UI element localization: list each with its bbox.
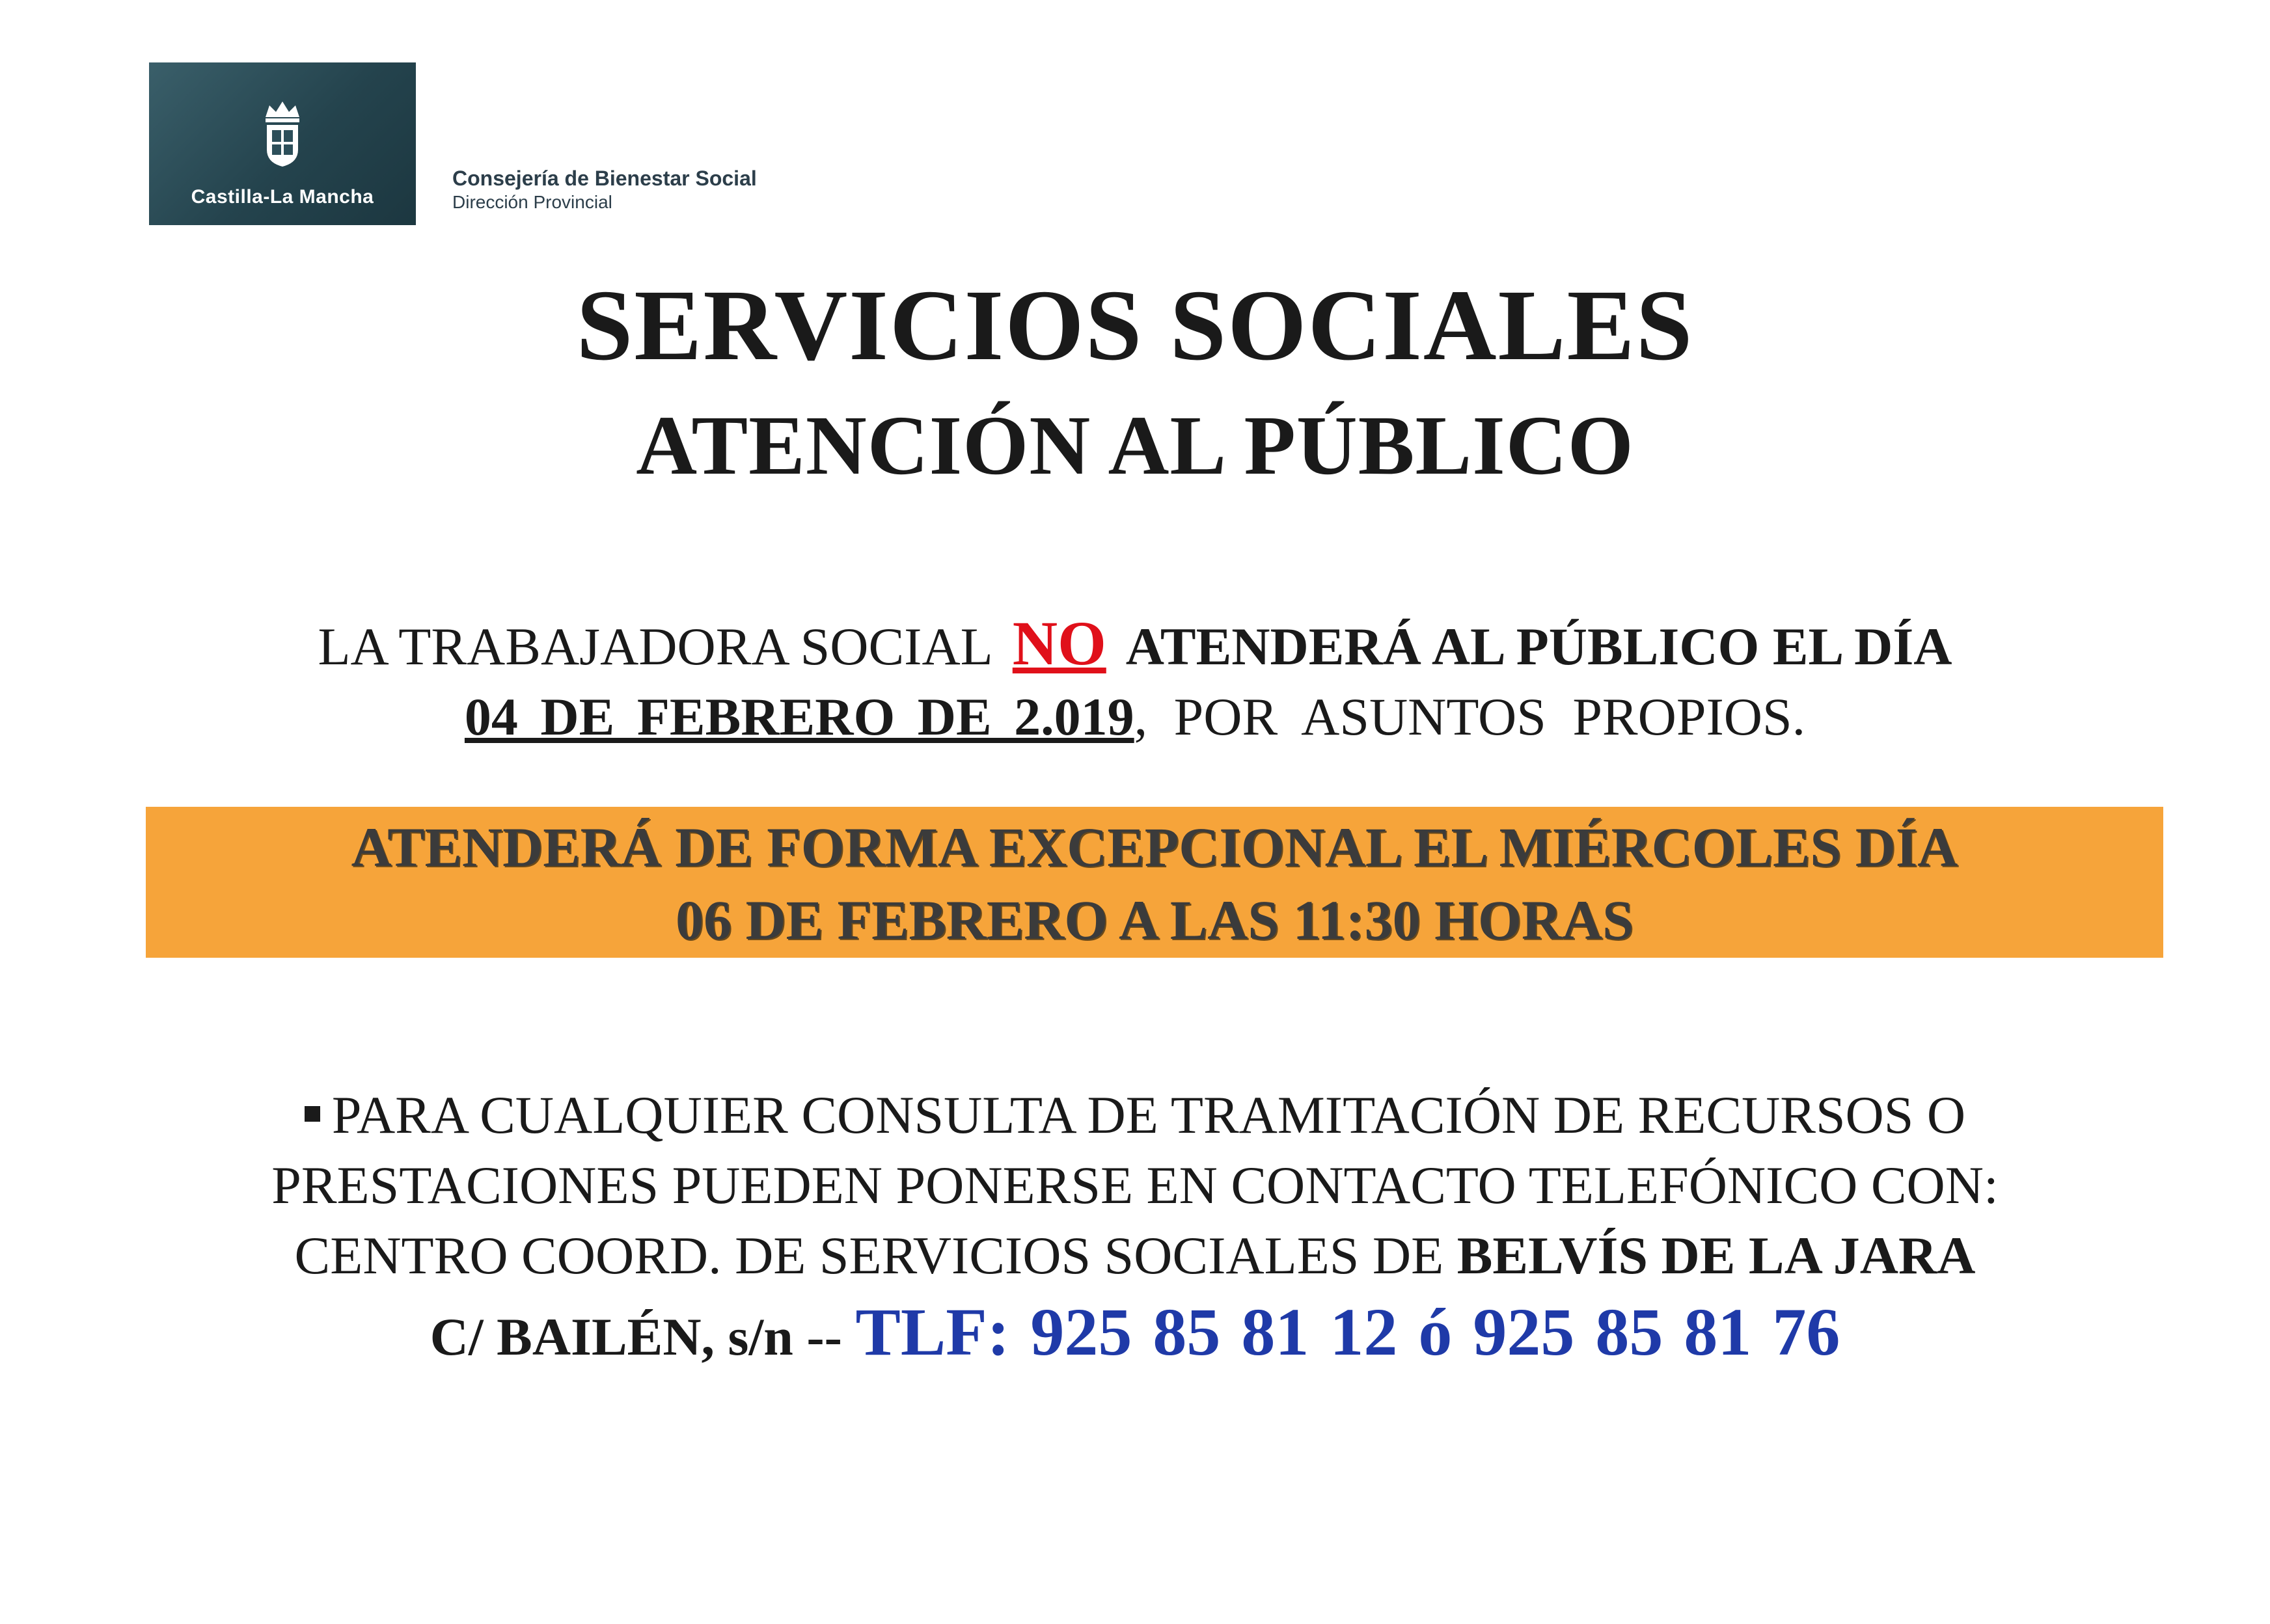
page-title: SERVICIOS SOCIALES [576,269,1694,381]
contact-address: C/ BAILÉN, s/n -- [430,1307,842,1366]
notice-date: 04 DE FEBRERO DE 2.019 [464,687,1134,746]
contact-line-1 [0,1080,2270,1150]
logo-text: Castilla-La Mancha [191,186,374,208]
contact-info [0,1080,2270,1372]
page-subtitle: ATENCIÓN AL PÚBLICO [636,399,1634,493]
coat-of-arms-icon [256,98,308,169]
notice-reason: , POR ASUNTOS PROPIOS. [1134,687,1806,746]
contact-center: CENTRO COORD. DE SERVICIOS SOCIALES DE [294,1226,1444,1285]
contact-phone-line [0,1297,2270,1372]
notice-line-1 [0,608,2270,682]
contact-line-3 [0,1221,2270,1291]
closure-notice [0,608,2270,752]
bullet-icon [305,1106,320,1122]
organization-header [452,165,757,213]
banner-line-1: ATENDERÁ DE FORMA EXCEPCIONAL EL MIÉRCOLES DÍA [351,816,1958,878]
exceptional-hours-banner [146,807,2163,958]
notice-negation: NO [1012,608,1106,678]
organization-subtitle: Dirección Provincial [452,192,612,212]
contact-phone: TLF: 925 85 81 12 ó 925 85 81 76 [855,1295,1840,1370]
organization-name: Consejería de Bienestar Social [452,167,757,190]
notice-prefix: LA TRABAJADORA SOCIAL [318,617,993,676]
contact-place: BELVÍS DE LA JARA [1456,1226,1976,1285]
banner-line-2: 06 DE FEBRERO A LAS 11:30 HORAS [676,889,1634,951]
contact-line-1-text: PARA CUALQUIER CONSULTA DE TRAMITACIÓN DE RECURSOS O [331,1085,1966,1144]
castilla-la-mancha-logo [149,62,416,225]
notice-rest: ATENDERÁ AL PÚBLICO EL DÍA [1125,617,1952,676]
contact-line-2: PRESTACIONES PUEDEN PONERSE EN CONTACTO TELEFÓNICO CON: [271,1156,1999,1215]
notice-line-2 [0,682,2270,752]
